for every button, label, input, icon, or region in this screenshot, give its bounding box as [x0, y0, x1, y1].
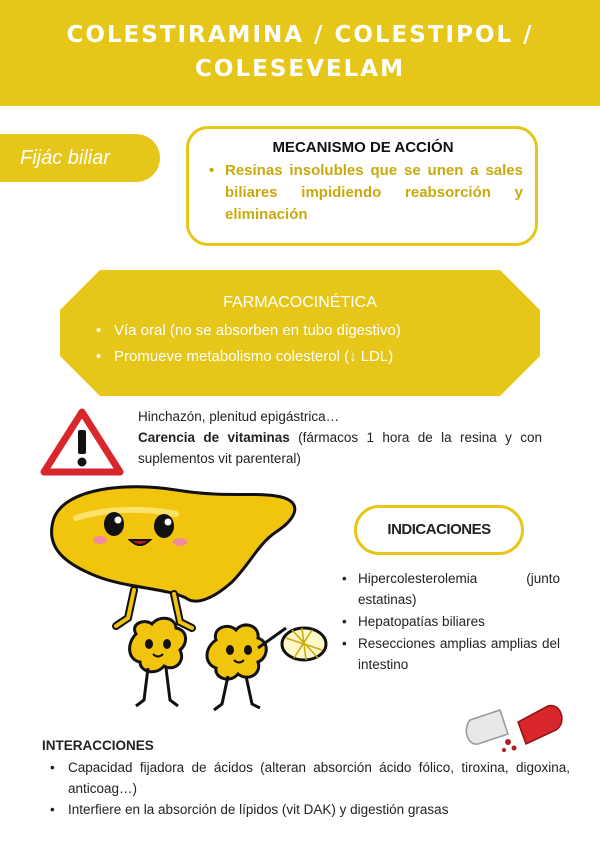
title-banner: [0, 0, 600, 106]
indication-item: • Resecciones amplias amplias del intestino: [340, 633, 560, 675]
liver-illustration: [36, 478, 336, 728]
mechanism-box: [186, 126, 538, 246]
indication-item: • Hepatopatías biliares: [340, 611, 560, 632]
indications-list: [340, 568, 560, 676]
adverse-effects: [138, 406, 542, 469]
mechanism-list: [203, 160, 523, 226]
adverse-line-2: [138, 427, 542, 469]
warning-icon: [40, 408, 124, 476]
title-line-1: COLESTIRAMINA / COLESTIPOL /: [66, 22, 534, 48]
interactions-list: [42, 757, 570, 820]
title-line-2: COLESEVELAM: [195, 56, 405, 82]
mechanism-title: MECANISMO DE ACCIÓN: [272, 139, 454, 156]
interactions-section: [42, 738, 570, 820]
indications-title: INDICACIONES: [354, 505, 524, 555]
drug-class-tag: Fijác biliar: [0, 134, 160, 182]
interactions-title: INTERACCIONES: [42, 738, 154, 753]
indication-item: • Hipercolesterolemia (junto estatinas): [340, 568, 560, 610]
pharmacokinetics-item: • Vía oral (no se absorben en tubo digestivo): [92, 318, 508, 344]
adverse-bold: Carencia de vitaminas: [138, 430, 290, 445]
pharmacokinetics-list: [92, 318, 508, 370]
pharmacokinetics-item: • Promueve metabolismo colesterol (↓ LDL): [92, 344, 508, 370]
adverse-rest: (fármacos 1 hora de la resina y con suplementos vit parenteral): [138, 430, 542, 466]
adverse-line-1: Hinchazón, plenitud epigástrica…: [138, 409, 340, 424]
interaction-item: • Capacidad fijadora de ácidos (alteran absorción ácido fólico, tiroxina, digoxina, anticoag…): [42, 757, 570, 799]
pharmacokinetics-box: [60, 270, 540, 396]
pharmacokinetics-title: FARMACOCINÉTICA: [223, 294, 377, 311]
interaction-item: • Interfiere en la absorción de lípidos (vit DAK) y digestión grasas: [42, 799, 570, 820]
mechanism-item: • Resinas insolubles que se unen a sales biliares impidiendo reabsorción y eliminación: [203, 160, 523, 226]
